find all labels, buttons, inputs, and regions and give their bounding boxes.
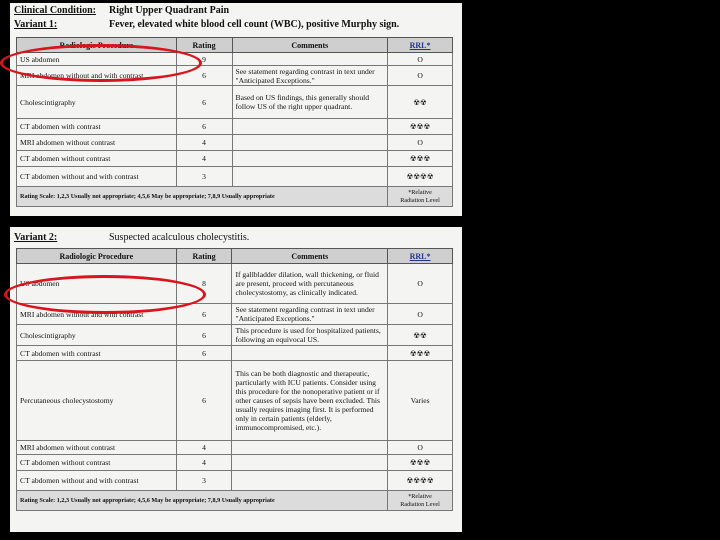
header-procedure: Radiologic Procedure [17,38,177,53]
comment-cell [232,441,388,455]
procedure-cell: MRI abdomen without contrast [17,441,177,455]
comment-cell [232,135,388,151]
procedure-cell: Percutaneous cholecystostomy [17,361,177,441]
rrl-cell: O [388,66,453,86]
table-row [17,361,453,441]
rating-scale-row [17,187,453,207]
table-row [17,304,453,325]
radiation-note-line1: *Relative [408,492,432,500]
comment-cell [232,471,388,491]
table-row [17,325,453,346]
table-row [17,264,453,304]
comment-cell [232,455,388,471]
rrl-cell: O [388,264,453,304]
variant2-scan [10,227,462,532]
variant2-description: Suspected acalculous cholecystitis. [109,232,250,243]
header-rrl: RRL* [388,38,453,53]
table-header-row [17,38,453,53]
table-row [17,346,453,361]
rating-cell: 4 [176,441,232,455]
clinical-condition-label: Clinical Condition: [14,5,96,16]
rrl-cell: ☢☢☢☢ [388,167,453,187]
procedure-cell: CT abdomen with contrast [17,119,177,135]
rating-cell: 6 [176,361,232,441]
procedure-cell: Cholescintigraphy [17,325,177,346]
header-rrl: RRL* [388,249,453,264]
table-row [17,119,453,135]
rating-cell: 4 [176,151,232,167]
procedure-cell: CT abdomen with contrast [17,346,177,361]
variant2-label: Variant 2: [14,232,58,243]
table-row [17,471,453,491]
comment-cell: See statement regarding contrast in text under "Anticipated Exceptions." [232,66,388,86]
rating-cell: 6 [176,66,232,86]
radiation-note-line2: Radiation Level [400,196,440,204]
procedure-cell: CT abdomen without contrast [17,151,177,167]
rrl-cell: ☢☢☢ [388,346,453,361]
comment-cell: Based on US findings, this generally should follow US of the right upper quadrant. [232,86,388,119]
variant1-label: Variant 1: [14,19,58,30]
procedure-cell: Cholescintigraphy [17,86,177,119]
table-row [17,455,453,471]
rating-cell: 8 [176,264,232,304]
rating-cell: 6 [176,325,232,346]
rating-cell: 9 [176,53,232,66]
rating-scale: Rating Scale: 1,2,3 Usually not appropriate; 4,5,6 May be appropriate; 7,8,9 Usually appropriate [17,491,388,511]
header-comments: Comments [232,249,388,264]
rrl-cell: ☢☢☢ [388,119,453,135]
procedure-cell: CT abdomen without contrast [17,455,177,471]
rating-cell: 4 [176,455,232,471]
variant2-table [16,248,453,511]
rrl-cell: O [388,304,453,325]
procedure-cell: CT abdomen without and with contrast [17,167,177,187]
rrl-cell: O [388,441,453,455]
header-procedure: Radiologic Procedure [17,249,177,264]
rating-scale-row [17,491,453,511]
header-rating: Rating [176,249,232,264]
rating-cell: 6 [176,304,232,325]
procedure-cell: US abdomen [17,264,177,304]
procedure-cell: CT abdomen without and with contrast [17,471,177,491]
comment-cell [232,167,388,187]
comment-cell: This procedure is used for hospitalized patients, following an equivocal US. [232,325,388,346]
clinical-condition-line [14,5,230,16]
rrl-cell: ☢☢☢ [388,455,453,471]
rating-cell: 3 [176,167,232,187]
table-row [17,86,453,119]
comment-cell: This can be both diagnostic and therapeutic, particularly with ICU patients. Consider using this procedure for the nonoperative patient or if other causes of sepsis have been excluded. This usually requires imaging first. It is performed only in certain patients (elderly, immunocompromised, etc.). [232,361,388,441]
table-row [17,135,453,151]
comment-cell [232,119,388,135]
rrl-cell: ☢☢ [388,86,453,119]
rrl-cell: ☢☢☢☢ [388,471,453,491]
procedure-cell: MRI abdomen without contrast [17,135,177,151]
table-header-row [17,249,453,264]
rating-cell: 6 [176,86,232,119]
table-row [17,167,453,187]
variant1-table [16,37,453,207]
header-comments: Comments [232,38,388,53]
table-row [17,151,453,167]
radiation-level-note [388,187,453,207]
table-row [17,66,453,86]
rating-cell: 6 [176,346,232,361]
table-row [17,53,453,66]
procedure-cell: MRI abdomen without and with contrast [17,66,177,86]
rrl-cell: ☢☢ [388,325,453,346]
header-rating: Rating [176,38,232,53]
rating-cell: 4 [176,135,232,151]
procedure-cell: MRI abdomen without and with contrast [17,304,177,325]
rrl-cell: O [388,135,453,151]
clinical-condition-value: Right Upper Quadrant Pain [109,5,230,16]
comment-cell [232,346,388,361]
variant1-line [14,19,400,30]
radiation-level-note [388,491,453,511]
rating-cell: 3 [176,471,232,491]
table-row [17,441,453,455]
radiation-note-line1: *Relative [408,188,432,196]
variant2-line [14,232,250,243]
radiation-note-line2: Radiation Level [400,500,440,508]
variant1-scan [10,3,462,216]
procedure-cell: US abdomen [17,53,177,66]
comment-cell [232,53,388,66]
variant1-description: Fever, elevated white blood cell count (WBC), positive Murphy sign. [109,19,400,30]
rating-scale: Rating Scale: 1,2,3 Usually not appropriate; 4,5,6 May be appropriate; 7,8,9 Usually appropriate [17,187,388,207]
rrl-cell: O [388,53,453,66]
comment-cell [232,151,388,167]
comment-cell: See statement regarding contrast in text under "Anticipated Exceptions." [232,304,388,325]
rrl-cell: ☢☢☢ [388,151,453,167]
comment-cell: If gallbladder dilation, wall thickening, or fluid are present, proceed with percutaneous cholecystostomy, as clinically indicated. [232,264,388,304]
rrl-cell: Varies [388,361,453,441]
rating-cell: 6 [176,119,232,135]
